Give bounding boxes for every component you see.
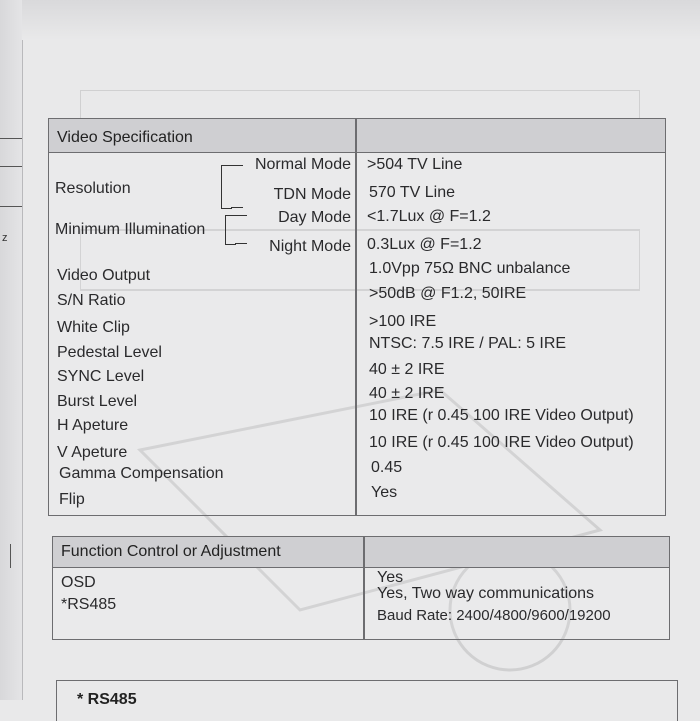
normal-mode-value: >504 TV Line (367, 156, 463, 173)
pedestal-level-label: Pedestal Level (57, 344, 162, 361)
func-header-row (53, 537, 669, 568)
sync-level-label: SYNC Level (57, 368, 145, 385)
edge-letter: z (2, 232, 8, 244)
night-mode-label: Night Mode (269, 238, 351, 255)
day-mode-label: Day Mode (278, 209, 351, 226)
tdn-mode-value: 570 TV Line (369, 184, 455, 201)
spec-table-title: Video Specification (57, 129, 193, 146)
burst-level-value: 40 ± 2 IRE (369, 385, 445, 402)
video-output-value: 1.0Vpp 75Ω BNC unbalance (369, 260, 571, 277)
flip-value: Yes (371, 484, 398, 501)
normal-mode-label: Normal Mode (254, 156, 351, 173)
function-control-table (52, 536, 670, 640)
left-page-edge (0, 0, 23, 700)
rs485-notes-title: * RS485 (77, 691, 137, 708)
top-shadow (22, 0, 700, 40)
bracket-tick (231, 165, 243, 166)
osd-value: Yes (377, 569, 404, 586)
func-table-title: Function Control or Adjustment (61, 543, 281, 560)
video-output-label: Video Output (57, 267, 151, 284)
min-illumination-label: Minimum Illumination (55, 221, 206, 238)
video-spec-table (48, 118, 666, 516)
osd-label: OSD (61, 574, 96, 591)
resolution-bracket (221, 165, 232, 209)
burst-level-label: Burst Level (57, 393, 138, 410)
h-apeture-value: 10 IRE (r 0.45 100 IRE Video Output) (369, 407, 634, 424)
baud-rate-value: Baud Rate: 2400/4800/9600/19200 (377, 607, 611, 624)
flip-label: Flip (59, 491, 85, 508)
gamma-compensation-label: Gamma Compensation (59, 465, 224, 482)
column-divider (363, 537, 365, 639)
gamma-compensation-value: 0.45 (371, 459, 403, 476)
night-mode-value: 0.3Lux @ F=1.2 (367, 236, 482, 253)
sn-ratio-value: >50dB @ F1.2, 50IRE (369, 285, 527, 302)
rs485-notes-box (56, 680, 678, 721)
white-clip-value: >100 IRE (369, 313, 437, 330)
rs485-label: *RS485 (61, 596, 117, 613)
illumination-bracket (225, 215, 236, 245)
edge-tick (0, 166, 22, 167)
pedestal-level-value: NTSC: 7.5 IRE / PAL: 5 IRE (369, 335, 567, 352)
resolution-label: Resolution (55, 180, 131, 197)
bracket-tick (231, 207, 243, 208)
sn-ratio-label: S/N Ratio (57, 292, 126, 309)
edge-tick (0, 206, 22, 207)
edge-mark (0, 544, 11, 568)
day-mode-value: <1.7Lux @ F=1.2 (367, 208, 491, 225)
tdn-mode-label: TDN Mode (273, 186, 351, 203)
white-clip-label: White Clip (57, 319, 130, 336)
sync-level-value: 40 ± 2 IRE (369, 361, 445, 378)
spec-header-row (49, 119, 665, 153)
h-apeture-label: H Apeture (57, 417, 129, 434)
v-apeture-value: 10 IRE (r 0.45 100 IRE Video Output) (369, 434, 634, 451)
v-apeture-label: V Apeture (57, 444, 128, 461)
edge-tick (0, 138, 22, 139)
column-divider (355, 119, 357, 515)
rs485-value: Yes, Two way communications (377, 585, 594, 602)
